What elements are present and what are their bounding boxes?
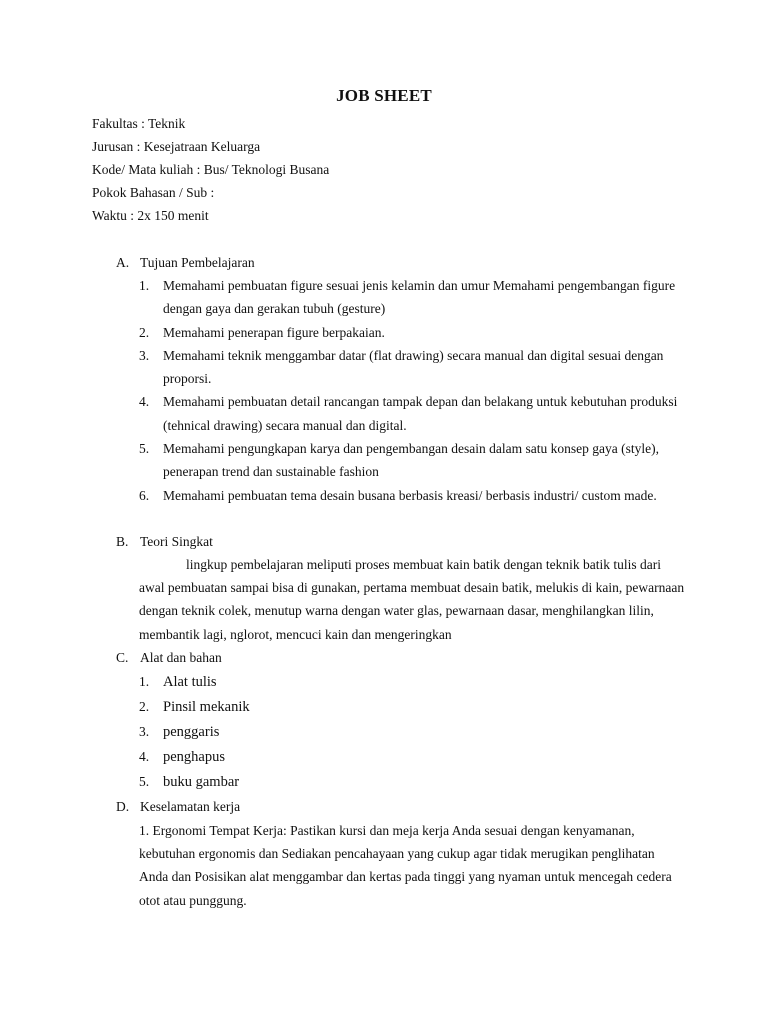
section-heading	[116, 797, 240, 817]
meta-pokok-bahasan: Pokok Bahasan / Sub :	[92, 185, 215, 200]
list-number: 1.	[139, 674, 150, 689]
list-item	[139, 720, 250, 745]
list-item	[139, 321, 699, 344]
list-text: penghapus	[163, 749, 226, 765]
list-text: Memahami teknik menggambar datar (flat drawing) secara manual dan digital sesuai dengan proporsi.	[163, 347, 664, 387]
list-text: Memahami pengungkapan karya dan pengembangan desain dalam satu konsep gaya (style), penerapan trend dan sustainable fashion	[163, 441, 659, 480]
section-letter: A.	[116, 255, 130, 270]
list-number: 4.	[139, 749, 150, 764]
list-number: 6.	[139, 487, 150, 503]
list-number: 1.	[139, 278, 150, 293]
alat-list	[139, 670, 250, 795]
list-item	[139, 695, 250, 720]
meta-fakultas: Fakultas : Teknik	[92, 116, 186, 131]
list-text: Memahami penerapan figure berpakaian.	[163, 324, 385, 340]
keselamatan-paragraph: 1. Ergonomi Tempat Kerja: Pastikan kursi dan meja kerja Anda sesuai dengan kenyamanan, kebutuhan ergonomis dan Sediakan pencahayaan yang cukup agar tidak merugikan penglihatan Anda dan Posisikan alat menggambar dan kertas pada tinggi yang nyaman untuk mencegah cedera otot atau punggung.	[139, 823, 672, 908]
list-item	[139, 274, 699, 321]
section-heading	[116, 648, 222, 668]
list-item	[139, 745, 250, 770]
list-item	[139, 390, 699, 437]
list-number: 5.	[139, 774, 150, 789]
list-text: Memahami pembuatan tema desain busana berbasis kreasi/ berbasis industri/ custom made.	[163, 487, 657, 503]
section-title: Tujuan Pembelajaran	[140, 255, 255, 270]
section-letter: C.	[116, 650, 129, 665]
tujuan-list	[139, 274, 699, 507]
list-text: Memahami pembuatan figure sesuai jenis kelamin dan umur Memahami pengembangan figure dengan gaya dan gerakan tubuh (gesture)	[163, 278, 676, 317]
section-title: Keselamatan kerja	[140, 799, 241, 814]
list-number: 2.	[139, 324, 150, 340]
list-item	[139, 344, 699, 391]
section-letter: B.	[116, 534, 129, 549]
list-item	[139, 770, 250, 795]
list-number: 2.	[139, 699, 150, 714]
list-number: 3.	[139, 724, 150, 739]
section-heading	[116, 532, 213, 552]
meta-jurusan: Jurusan : Kesejatraan Keluarga	[92, 139, 261, 154]
list-number: 4.	[139, 394, 150, 410]
section-title: Alat dan bahan	[140, 650, 222, 665]
list-text: Alat tulis	[163, 674, 217, 690]
section-heading	[116, 253, 255, 273]
list-number: 5.	[139, 441, 150, 457]
list-text: Pinsil mekanik	[163, 699, 250, 715]
list-item	[139, 437, 699, 484]
meta-kode: Kode/ Mata kuliah : Bus/ Teknologi Busana	[92, 162, 330, 177]
list-item	[139, 670, 250, 695]
list-text: penggaris	[163, 724, 220, 740]
document-title: JOB SHEET	[336, 86, 432, 105]
list-number: 3.	[139, 347, 150, 363]
teori-paragraph: lingkup pembelajaran meliputi proses membuat kain batik dengan teknik batik tulis dari awal pembuatan sampai bisa di gunakan, pertama membuat desain batik, melukis di kain, pewarnaan dengan teknik colek, menutup warna dengan water glas, pewarnaan dasar, menghilangkan lilin, membantik lagi, nglorot, mencuci kain dan mengeringkan	[139, 557, 685, 642]
section-title: Teori Singkat	[140, 534, 213, 549]
list-text: Memahami pembuatan detail rancangan tampak depan dan belakang untuk kebutuhan produksi (tehnical drawing) secara manual dan digital.	[163, 394, 678, 433]
document-meta	[92, 114, 329, 229]
section-letter: D.	[116, 799, 130, 814]
list-item	[139, 484, 699, 507]
list-text: buku gambar	[163, 774, 240, 790]
meta-waktu: Waktu : 2x 150 menit	[92, 208, 209, 223]
